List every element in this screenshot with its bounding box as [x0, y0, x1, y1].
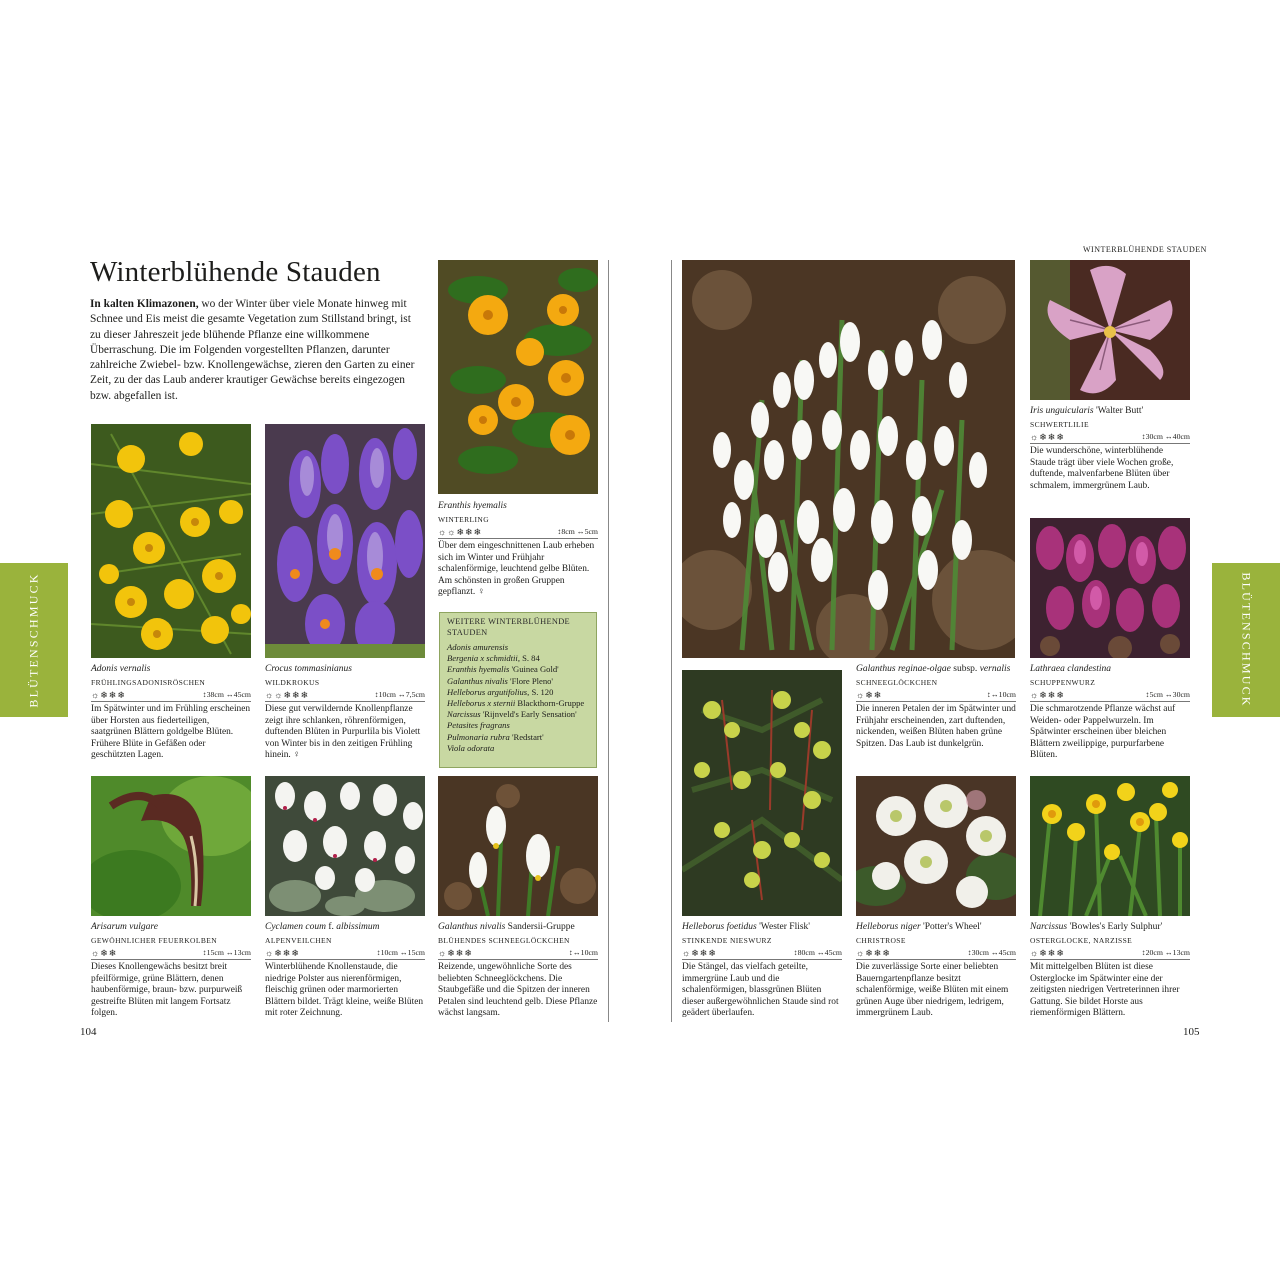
latin-genus: Helleborus foetidus: [682, 922, 757, 932]
latin-name: [856, 921, 1016, 933]
entry-arisarum: [91, 921, 251, 1020]
latin-name: [1030, 405, 1190, 417]
page-number-left: 104: [80, 1026, 97, 1038]
size-label: ↕30cm ↔40cm: [1141, 432, 1190, 441]
description: Dieses Knollengewächs besitzt breit pfeilförmige, grüne Blättern, denen haubenförmige, braun- bzw. purpurweiß gestreifte Blüten mit langem Fortsatz folgen.: [91, 962, 243, 1019]
latin-name: [265, 921, 425, 933]
latin-genus: Iris unguicularis: [1030, 406, 1094, 416]
photo-cyclamen: [265, 776, 425, 916]
latin-name: Eranthis hyemalis: [438, 501, 507, 511]
hardiness-icons: ☼❄❄: [856, 690, 883, 700]
side-tab-left: [0, 563, 68, 717]
meta-row: [265, 947, 425, 960]
info-item-rest: , S. 84: [517, 653, 540, 664]
description: Die inneren Petalen der im Spätwinter und Frühjahr erscheinenden, zart duftenden, nickenden, weißen Blüten haben grüne Spitzen. Das Laub ist dunkelgrün.: [856, 704, 1016, 749]
meta-row: [91, 947, 251, 960]
meta-row: [265, 689, 425, 702]
hardiness-icons: ☼❄❄❄: [682, 948, 717, 958]
info-item-latin: Narcissus: [447, 709, 481, 720]
size-label: ↕10cm ↔7,5cm: [374, 690, 425, 699]
common-name: CHRISTROSE: [856, 936, 906, 945]
common-name: SCHUPPENWURZ: [1030, 678, 1096, 687]
info-box: [439, 612, 597, 768]
latin-suffix: 'Potter's Wheel': [920, 922, 982, 932]
latin-suffix: Sandersii-Gruppe: [505, 922, 575, 932]
info-item-rest: 'Guinea Gold': [509, 664, 559, 675]
latin-name: Crocus tommasinianus: [265, 664, 353, 674]
size-label: ↕20cm ↔13cm: [1141, 948, 1190, 957]
info-item: [447, 642, 589, 653]
photo-lathraea: [1030, 518, 1190, 658]
common-name: FRÜHLINGSADONISRÖSCHEN: [91, 678, 206, 687]
latin-suffix: f.: [325, 922, 337, 932]
info-item: [447, 720, 589, 731]
meta-row: [91, 689, 251, 702]
size-label: ↕5cm ↔30cm: [1145, 690, 1190, 699]
meta-row: [682, 947, 842, 960]
common-name: SCHWERTLILIE: [1030, 420, 1089, 429]
intro-paragraph: [90, 297, 422, 404]
size-label: ↕30cm ↔45cm: [967, 948, 1016, 957]
photo-narcissus: [1030, 776, 1190, 916]
size-label: ↕↔10cm: [986, 690, 1016, 699]
entry-adonis: [91, 663, 251, 762]
page-number-right: 105: [1183, 1026, 1200, 1038]
latin-genus: Galanthus reginae-olgae: [856, 664, 951, 674]
hardiness-icons: ☼❄❄: [91, 948, 118, 958]
entry-galanthus-reginae: [856, 663, 1016, 750]
description: Die Stängel, das vielfach geteilte, immergrüne Laub und die schalenförmigen, blassgrünen Blüten dieser außergewöhnlichen Staude sind rot geädert überlaufen.: [682, 962, 839, 1019]
info-item-latin: Helleborus argutifolius: [447, 686, 528, 697]
info-item-latin: Galanthus nivalis: [447, 675, 508, 686]
common-name: WILDKROKUS: [265, 678, 320, 687]
latin-suffix: 'Bowles's Early Sulphur': [1067, 922, 1163, 932]
side-tab-label: BLÜTENSCHMUCK: [26, 572, 41, 708]
entry-lathraea: [1030, 663, 1190, 762]
latin-tail: vernalis: [979, 664, 1011, 674]
description: Die zuverlässige Sorte einer beliebten Bauerngartenpflanze besitzt schalenförmige, weiße Blüten mit einem grünen Auge über niedrigem, ledrigem, immergrünem Laub.: [856, 962, 1009, 1019]
intro-bold: In kalten Klimazonen,: [90, 298, 199, 310]
description: Im Spätwinter und im Frühling erscheinen über Horsten aus fiederteiligen, saatgrünen Blättern goldgelbe Blüten. Frühere Blüte in Gefäßen oder geschützten Lagen.: [91, 704, 251, 761]
common-name: GEWÖHNLICHER FEUERKOLBEN: [91, 936, 218, 945]
common-name: BLÜHENDES SCHNEEGLÖCKCHEN: [438, 936, 570, 945]
latin-tail: albissimum: [336, 922, 380, 932]
info-item: [447, 709, 589, 720]
common-name: ALPENVEILCHEN: [265, 936, 332, 945]
entry-helleborus-foetidus: [682, 921, 842, 1020]
meta-row: [856, 947, 1016, 960]
photo-helleborus-niger: [856, 776, 1016, 916]
info-item-latin: Adonis amurensis: [447, 642, 509, 652]
info-item: [447, 698, 589, 709]
latin-name: Arisarum vulgare: [91, 922, 158, 932]
entry-iris: [1030, 405, 1190, 492]
latin-genus: Cyclamen coum: [265, 922, 326, 932]
photo-adonis: [91, 424, 251, 658]
photo-eranthis: [438, 260, 598, 494]
latin-suffix: 'Walter Butt': [1093, 406, 1144, 416]
hardiness-icons: ☼☼❄❄❄: [438, 527, 483, 537]
size-label: ↕15cm ↔13cm: [202, 948, 251, 957]
hardiness-icons: ☼❄❄❄: [856, 948, 891, 958]
info-item-rest: 'Redstart': [509, 731, 544, 742]
page-rule-right: [671, 260, 672, 1022]
description: Diese gut verwildernde Knollenpflanze zeigt ihre schlanken, röhrenförmigen, duftenden Blüten in Purpurlila bis Violett von Winter bis in den zeitigen Frühling hinein. ♀: [265, 704, 421, 761]
info-item: [447, 653, 589, 664]
info-item-latin: Bergenia x schmidtii: [447, 653, 518, 664]
side-tab-label: BLÜTENSCHMUCK: [1239, 572, 1254, 708]
entry-eranthis: [438, 500, 598, 599]
info-box-title: WEITERE WINTERBLÜHENDE STAUDEN: [447, 617, 570, 637]
latin-name: [1030, 921, 1190, 933]
side-tab-right: [1212, 563, 1280, 717]
info-item-latin: Eranthis hyemalis: [447, 664, 510, 675]
description: Über dem eingeschnittenen Laub erheben sich im Winter und Frühjahr schalenförmige, leuchtend gelbe Blüten. Am schönsten in großen Gruppen gepflanzt. ♀: [438, 541, 595, 598]
latin-genus: Galanthus nivalis: [438, 922, 506, 932]
common-name: OSTERGLOCKE, NARZISSE: [1030, 936, 1133, 945]
common-name: WINTERLING: [438, 515, 490, 524]
entry-cyclamen: [265, 921, 425, 1020]
latin-name: Lathraea clandestina: [1030, 664, 1112, 674]
latin-genus: Narcissus: [1030, 922, 1068, 932]
latin-suffix: subsp.: [950, 664, 980, 674]
info-item: [447, 732, 589, 743]
hardiness-icons: ☼❄❄❄: [1030, 432, 1065, 442]
photo-arisarum: [91, 776, 251, 916]
latin-name: Adonis vernalis: [91, 664, 151, 674]
size-label: ↕↔10cm: [568, 948, 598, 957]
page-rule-left: [608, 260, 609, 1022]
info-item-rest: 'Flore Pleno': [507, 675, 553, 686]
info-item: [447, 743, 589, 754]
photo-iris: [1030, 260, 1190, 400]
entry-galanthus-nivalis: [438, 921, 598, 1020]
info-item-rest: 'Rijnveld's Early Sensation': [480, 709, 577, 720]
entry-crocus: [265, 663, 425, 762]
size-label: ↕8cm ↔5cm: [557, 527, 598, 536]
info-item-latin: Petasites fragrans: [447, 720, 510, 731]
meta-row: [438, 526, 598, 539]
hardiness-icons: ☼❄❄❄: [1030, 690, 1065, 700]
description: Reizende, ungewöhnliche Sorte des beliebten Schneeglöckchens. Die Staubgefäße und die Spitzen der inneren Petalen sind leuchtend gelb. Diese Pflanze wächst langsam.: [438, 962, 598, 1019]
intro-text: wo der Winter über viele Monate hinweg mit Schnee und Eis meist die gesamte Vegetation zum Stillstand bringt, ist zu dieser Jahreszeit jede blühende Pflanze eine willkommene Überraschung. Die im Folgenden vorgestellten Pflanzen, darunter zahlreiche Zwiebel- bzw. Knollengewächse, zieren den Garten zu einer Zeit, zu der das Laub anderer krautiger Gewächse bereits eingezogen bzw. abgefallen ist.: [90, 298, 415, 402]
info-item-latin: Pulmonaria rubra: [447, 731, 510, 742]
description: Die schmarotzende Pflanze wächst auf Weiden- oder Pappelwurzeln. Im Spätwinter erscheinen über bleichen Blättern zweilippige, purpurfarbene Blüten.: [1030, 704, 1176, 761]
page-title: Winterblühende Stauden: [90, 256, 381, 288]
info-item-latin: Helleborus x sternii: [447, 698, 516, 709]
common-name: SCHNEEGLÖCKCHEN: [856, 678, 938, 687]
latin-suffix: 'Wester Flisk': [756, 922, 811, 932]
meta-row: [1030, 947, 1190, 960]
running-head: WINTERBLÜHENDE STAUDEN: [1083, 245, 1207, 254]
photo-crocus: [265, 424, 425, 658]
latin-name: [682, 921, 842, 933]
latin-genus: Helleborus niger: [856, 922, 921, 932]
description: Die wunderschöne, winterblühende Staude trägt über viele Wochen große, duftende, malvenfarbene Blüten über schmalem, immergrünem Laub.: [1030, 446, 1174, 491]
common-name: STINKENDE NIESWURZ: [682, 936, 772, 945]
meta-row: [856, 689, 1016, 702]
meta-row: [438, 947, 598, 960]
description: Mit mittelgelben Blüten ist diese Osterglocke im Spätwinter eine der zeitigsten niedrigen Vertreterinnen ihrer Gattung. Sie bildet Horste aus riemenförmigen Blättern.: [1030, 962, 1180, 1019]
info-item-rest: Blackthorn-Gruppe: [515, 698, 585, 709]
latin-name: [438, 921, 598, 933]
photo-galanthus-nivalis: [438, 776, 598, 916]
photo-helleborus-foetidus: [682, 670, 842, 916]
hardiness-icons: ☼❄❄❄: [265, 948, 300, 958]
hardiness-icons: ☼❄❄❄: [1030, 948, 1065, 958]
info-item-latin: Viola odorata: [447, 742, 495, 753]
meta-row: [1030, 689, 1190, 702]
info-item-rest: , S. 120: [527, 686, 554, 697]
meta-row: [1030, 431, 1190, 444]
info-item: [447, 664, 589, 675]
description: Winterblühende Knollenstaude, die niedrige Polster aus nierenförmigen, fleischig grünen oder marmorierten Blättern bildet. Trägt kleine, weiße Blüten mit roter Zeichnung.: [265, 962, 424, 1019]
size-label: ↕10cm ↔15cm: [376, 948, 425, 957]
size-label: ↕80cm ↔45cm: [793, 948, 842, 957]
hardiness-icons: ☼☼❄❄❄: [265, 690, 310, 700]
latin-name: [856, 663, 1016, 675]
hardiness-icons: ☼❄❄❄: [438, 948, 473, 958]
size-label: ↕38cm ↔45cm: [202, 690, 251, 699]
info-item: [447, 687, 589, 698]
photo-galanthus-reginae: [682, 260, 1015, 658]
hardiness-icons: ☼❄❄❄: [91, 690, 126, 700]
entry-narcissus: [1030, 921, 1190, 1020]
entry-helleborus-niger: [856, 921, 1016, 1020]
info-item: [447, 676, 589, 687]
